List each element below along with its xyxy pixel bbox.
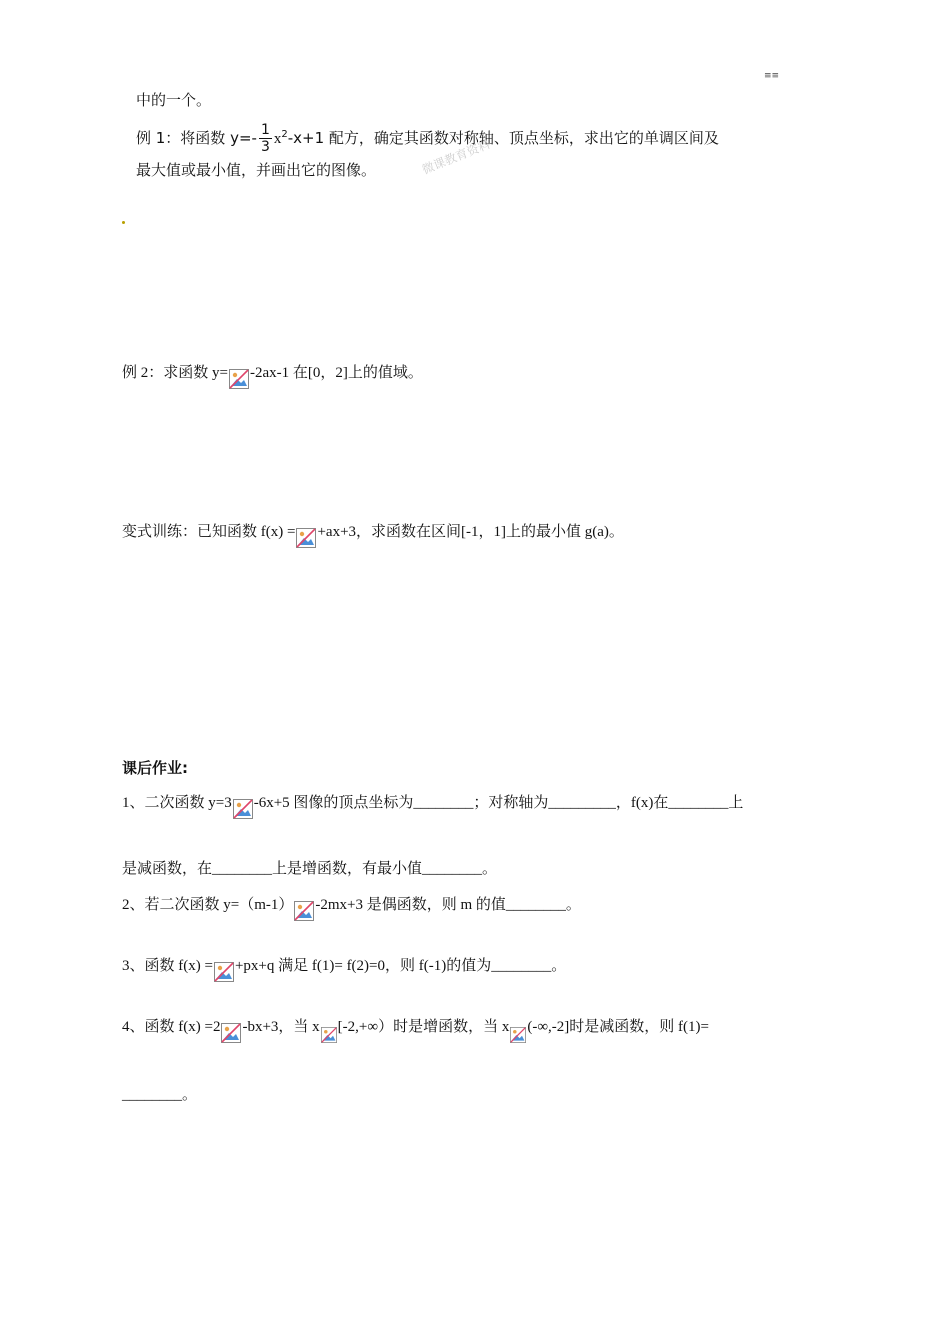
homework-q4-line-1 (122, 1016, 709, 1043)
homework-q1-line-2: 是减函数，在________上是增函数，有最小值________。 (122, 861, 498, 877)
example-1-line-1 (136, 118, 719, 156)
q4-part-1: 4、函数 f(x) =2 (122, 1019, 221, 1035)
q1-before: 1、二次函数 y=3 (122, 795, 232, 811)
variant-training (122, 521, 624, 548)
homework-q4-line-2: ________。 (122, 1087, 198, 1103)
q1-after: -6x+5 图像的顶点坐标为________；对称轴为_________，f(x)在________上 (253, 795, 744, 811)
example-2 (122, 362, 423, 389)
fraction-denominator: 3 (260, 139, 270, 155)
homework-q3 (122, 955, 566, 982)
stray-dot (122, 221, 125, 224)
broken-image-icon (233, 799, 253, 819)
variant-after: +ax+3，求函数在区间[-1，1]上的最小值 g(a)。 (317, 524, 624, 540)
q2-after: -2mx+3 是偶函数，则 m 的值________。 (315, 897, 581, 913)
broken-image-icon (294, 901, 314, 921)
q2-before: 2、若二次函数 y=（m-1） (122, 897, 294, 913)
q4-part-4: (-∞,-2]时是减函数，则 f(1)= (527, 1019, 709, 1035)
example-2-after: -2ax-1 在[0，2]上的值域。 (249, 365, 423, 381)
expr-exponent: 2 (281, 129, 288, 140)
q4-part-2: -bx+3，当 x (242, 1019, 320, 1035)
variant-before: 变式训练：已知函数 f(x) = (122, 524, 296, 540)
example-1-rest: -x+1 配方，确定其函数对称轴、顶点坐标，求出它的单调区间及 (287, 129, 719, 147)
corner-mark: ≡≡ (764, 71, 780, 81)
watermark: 微课教育资料 (420, 136, 493, 177)
q3-before: 3、函数 f(x) = (122, 958, 213, 974)
broken-image-icon (321, 1027, 337, 1043)
q4-part-3: [-2,+∞）时是增函数，当 x (337, 1019, 510, 1035)
homework-q2 (122, 894, 581, 921)
broken-image-icon (296, 528, 316, 548)
broken-image-icon (214, 962, 234, 982)
example-1-line-2: 最大值或最小值，并画出它的图像。 (136, 161, 377, 179)
expr-x: x (273, 131, 282, 147)
broken-image-icon (221, 1023, 241, 1043)
broken-image-icon (510, 1027, 526, 1043)
example-2-before: 例 2：求函数 y= (122, 365, 228, 381)
homework-q1-line-1 (122, 792, 743, 819)
fraction-numerator: 1 (260, 122, 270, 138)
example-1-prefix: 例 1：将函数 y=- (136, 129, 257, 147)
fraction (259, 122, 272, 155)
broken-image-icon (229, 369, 249, 389)
intro-text: 中的一个。 (136, 91, 212, 109)
homework-title: 课后作业: (122, 759, 188, 777)
q3-after: +px+q 满足 f(1)= f(2)=0，则 f(-1)的值为________。 (234, 958, 567, 974)
